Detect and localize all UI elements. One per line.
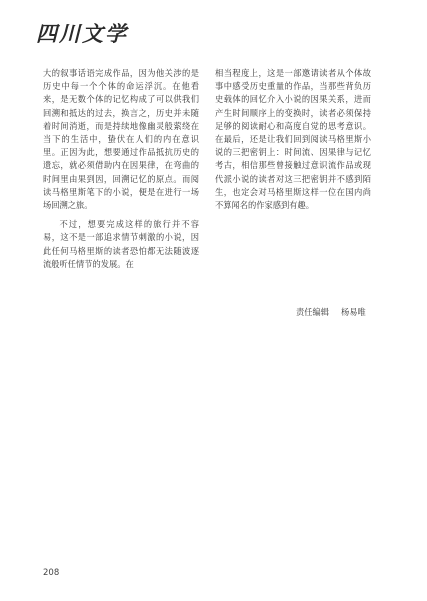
article-column-left [43, 67, 199, 271]
editor-name: 杨易唯 [341, 307, 366, 317]
paragraph: 不过，想要完成这样的旅行并不容易，这不是一部追求情节刺激的小说，因此任何马格里斯的读者恐怕都无法随波逐流般听任情节的发展。在 [43, 219, 199, 269]
page-number: 208 [43, 568, 60, 578]
paragraph: 大的叙事话语完成作品，因为他关涉的是历史中每一个个体的命运浮沉。在他看来，是无数个体的记忆构成了可以供我们回溯和抵达的过去，换言之，历史并未随着时间消逝，而是持续地像幽灵般萦绕在当下的生活中，蛰伏在人们的内在意识里。正因为此，想要通过作品抵抗历史的遗忘，就必须借助内在因果律，在弯曲的时间里由果到因，回溯记忆的原点。而阅读马格里斯笔下的小说，便是在进行一场场回溯之旅。 [43, 68, 199, 211]
editor-credit [296, 306, 366, 318]
magazine-logo: 四川文学 [36, 21, 128, 46]
article-column-right [215, 67, 371, 212]
paragraph: 相当程度上，这是一部邀请读者从个体故事中感受历史重量的作品，当那些背负历史载体的回忆介入小说的因果关系，进而产生时间顺序上的变换时，读者必须保持足够的阅读耐心和高度自觉的思考意识。在最后，还是让我们回到阅读马格里斯小说的三把密钥上：时间流、因果律与记忆考古，相信那些曾接触过意识流作品或现代派小说的读者对这三把密钥并不感到陌生，也定会对马格里斯这样一位在国内尚不算闻名的作家感到有趣。 [215, 68, 371, 211]
editor-role: 责任编辑 [296, 307, 329, 317]
